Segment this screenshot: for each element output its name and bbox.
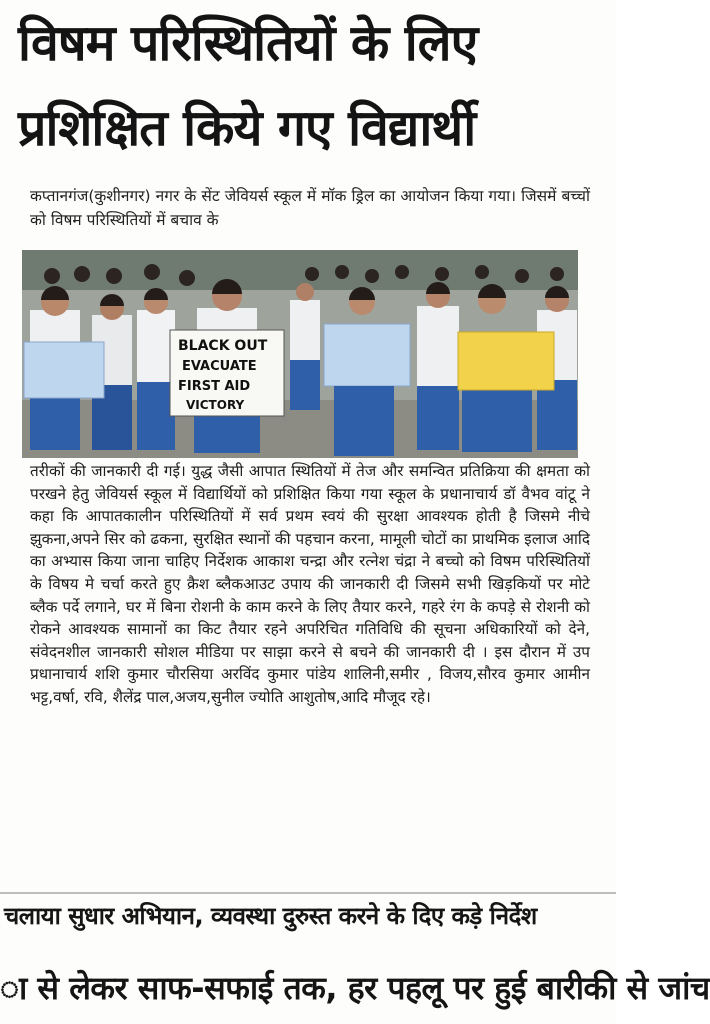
article-body-text: तरीकों की जानकारी दी गई। युद्ध जैसी आपात स्थितियों में तेज और समन्वित प्रतिक्रिया की क्षमता को परखने हेतु जेवियर्स स्कूल में विद्यार्थियों को प्रशिक्षित किया गया स्कूल के प्रधानाचार्य डॉ वैभव वांटू ने कहा कि आपातकालीन परिस्थितियों में सर्व प्रथम स्वयं की सुरक्षा आवश्यक होती है जिसमे नीचे झुकना,अपने सिर को ढकना, सुरक्षित स्थानों की पहचान करना, मामूली चोटों का प्राथमिक इलाज आदि का अभ्यास किया जाना चाहिए निर्देशक आकाश चन्द्रा और रत्नेश चंद्रा ने बच्चो को विषम परिस्थितियों के विषय मे चर्चा करते हुए क्रैश ब्लैकआउट उपाय की जानकारी दी जिसमे सभी खिड़कियों पर मोटे ब्लैक पर्दे लगाने, घर में बिना रोशनी के काम करने के लिए तैयार करने, गहरे रंग के कपड़े से रोशनी को रोकने आवश्यक सामानों का किट तैयार रहने अपरिचित गतिविधि की सूचना अधिकारियों को देने, संवेदनशील जानकारी सोशल मीडिया पर साझा करने से बचने की जानकारी दी । इस दौरान में उप प्रधानाचार्य शशि कुमार चौरसिया अरविंद कुमार पांडेय शालिनी,समीर , विजय,सौरव कुमार आमीन भट्ट,वर्षा, रवि, शैलेंद्र पाल,अजय,सुनील ज्योति आशुतोष,आदि मौजूद रहे।	[30, 462, 590, 706]
teaser-headline-1: चलाया सुधार अभियान, व्यवस्था दुरुस्त करने के दिए कड़े निर्देश	[4, 902, 537, 930]
students-middle-column	[290, 283, 320, 410]
placard-line-2: EVACUATE	[182, 359, 257, 374]
placard-line-1: BLACK OUT	[178, 338, 268, 354]
article-body	[30, 460, 590, 709]
students-drill-photo	[22, 250, 578, 458]
headline-line-1: विषम परिस्थितियों के लिए	[18, 14, 478, 72]
placard-line-3: FIRST AID	[178, 379, 251, 394]
headline-line-2: प्रशिक्षित किये गए विद्यार्थी	[18, 99, 476, 157]
placard-blue-right	[324, 324, 410, 386]
placard-yellow	[458, 332, 554, 390]
news-photo	[22, 250, 578, 458]
placard-blue-left	[24, 342, 104, 398]
teaser-headline-2: ा से लेकर साफ-सफाई तक, हर पहलू पर हुई बारीकी से जांच	[0, 969, 710, 1007]
article-intro	[30, 184, 590, 232]
section-divider	[0, 892, 616, 894]
article-intro-text: कप्तानगंज(कुशीनगर) नगर के सेंट जेवियर्स स्कूल में मॉक ड्रिल का आयोजन किया गया। जिसमें बच्चों को विषम परिस्थितियों में बचाव के	[30, 187, 590, 229]
placard-center	[170, 330, 284, 416]
placard-line-4: VICTORY	[186, 398, 245, 412]
